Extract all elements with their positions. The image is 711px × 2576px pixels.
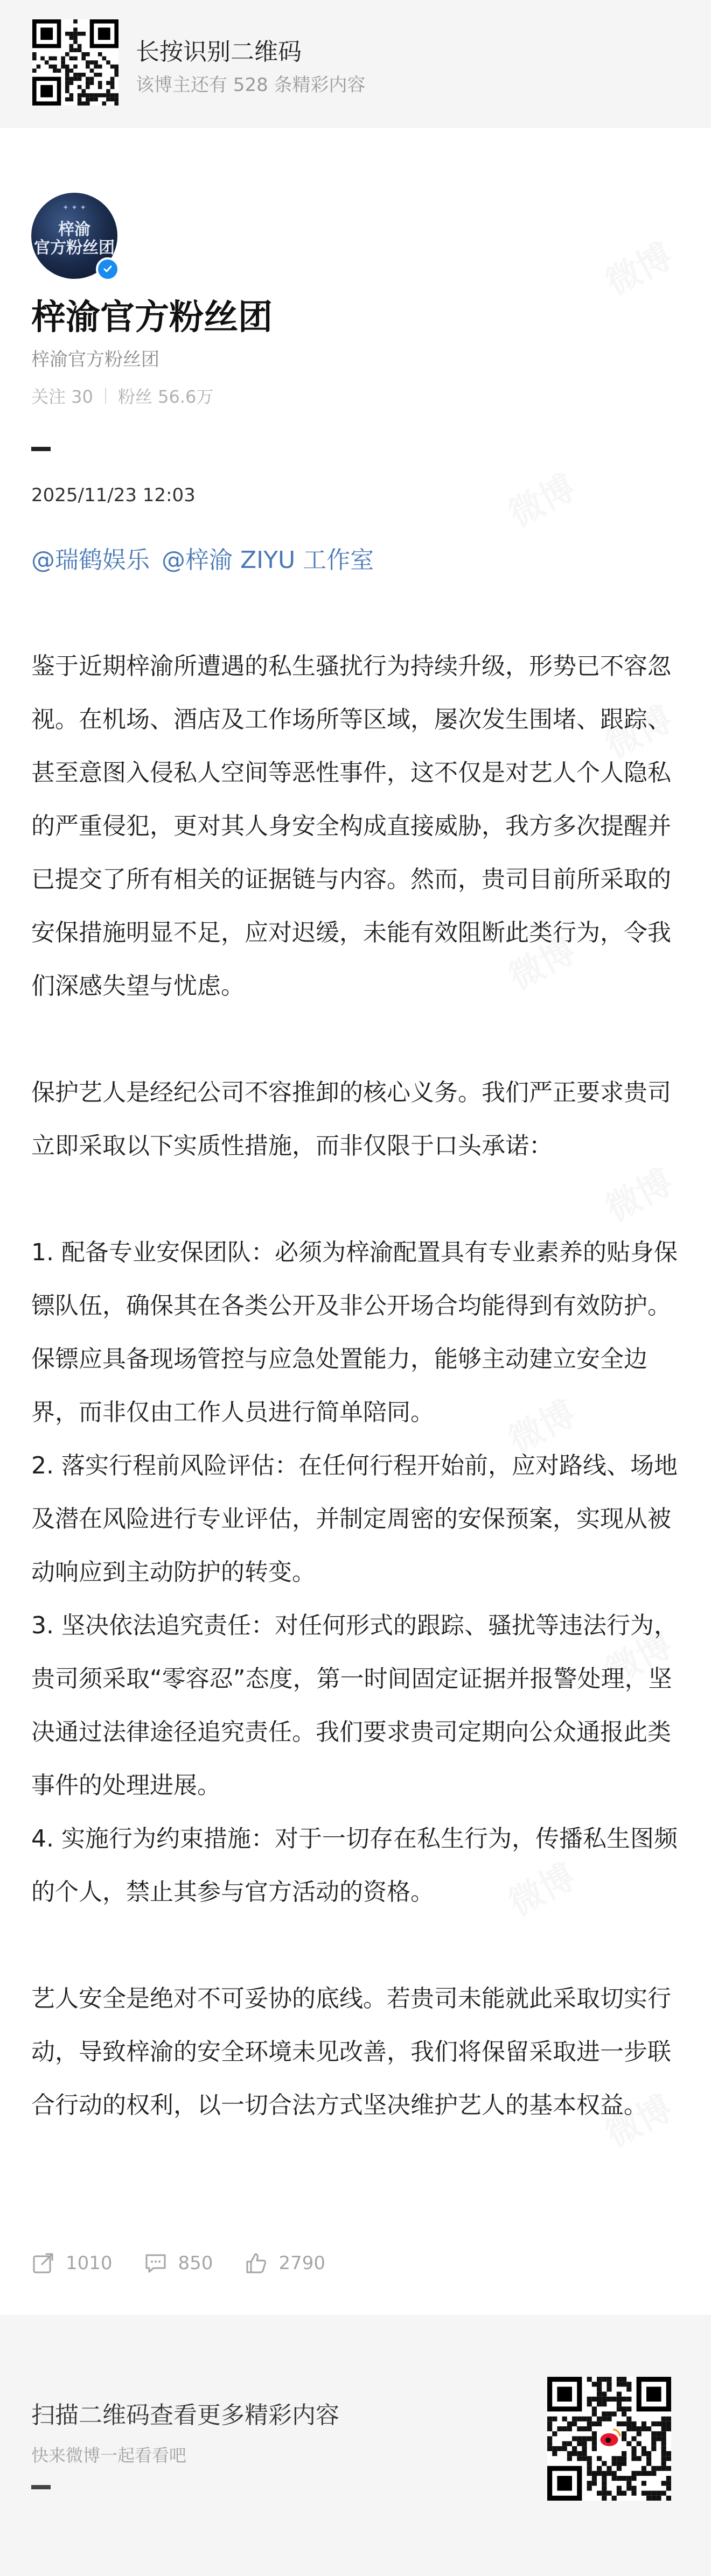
verified-badge-icon: [96, 257, 120, 281]
post-list-item: 3. 坚决依法追究责任：对任何形式的跟踪、骚扰等违法行为，贵司须采取“零容忍”态度，第一时间固定证据并报警处理，坚决通过法律途径追究责任。我们要求贵司定期向公众通报此类事件的处理进展。: [31, 1612, 678, 1799]
repost-icon: [31, 2251, 55, 2275]
qr-code-icon: [547, 2377, 671, 2501]
post-date: 2025/11/23 12:03: [31, 485, 196, 506]
account-stats: [31, 383, 213, 408]
banner-subtitle: 该博主还有 528 条精彩内容: [136, 74, 366, 96]
post-actions: [31, 2251, 357, 2275]
repost-button[interactable]: [31, 2251, 113, 2275]
mention-link[interactable]: @瑞鹤娱乐: [31, 546, 150, 574]
comment-button[interactable]: [144, 2251, 213, 2275]
watermark-text: [596, 229, 680, 305]
comment-icon: [144, 2251, 168, 2275]
like-button[interactable]: [244, 2251, 325, 2275]
following-count[interactable]: 关注 30: [31, 387, 93, 407]
thumbs-up-icon: [244, 2251, 268, 2275]
post-mentions: [31, 541, 386, 575]
comment-count: 850: [178, 2252, 213, 2274]
post-paragraph: 保护艺人是经纪公司不容推卸的核心义务。我们严正要求贵司立即采取以下实质性措施，而非仅限于口头承诺：: [31, 1079, 671, 1160]
followers-count[interactable]: 粉丝 56.6万: [117, 387, 214, 407]
mention-link[interactable]: @梓渝 ZIYU 工作室: [162, 546, 374, 574]
qr-code-icon: [32, 19, 119, 106]
post-paragraph: 鉴于近期梓渝所遭遇的私生骚扰行为持续升级，形势已不容忽视。在机场、酒店及工作场所等区域，屡次发生围堵、跟踪、甚至意图入侵私人空间等恶性事件，这不仅是对艺人个人隐私的严重侵犯，更对其人身安全构成直接威胁，我方多次提醒并已提交了所有相关的证据链与内容。然而，贵司目前所采取的安保措施明显不足，应对迟缓，未能有效阻断此类行为，令我们深感失望与忧虑。: [31, 652, 671, 1000]
divider-mark: [31, 447, 51, 451]
post-paragraph: 艺人安全是绝对不可妥协的底线。若贵司未能就此采取切实行动，导致梓渝的安全环境未见改善，我们将保留采取进一步联合行动的权利，以一切合法方式坚决维护艺人的基本权益。: [31, 1985, 671, 2119]
post-list-item: 4. 实施行为约束措施：对于一切存在私生行为，传播私生图频的个人，禁止其参与官方活动的资格。: [31, 1825, 678, 1906]
avatar-ring-decoration: ✦ ✦ ✦: [62, 203, 87, 212]
post-list-item: 1. 配备专业安保团队：必须为梓渝配置具有专业素养的贴身保镖队伍，确保其在各类公开及非公开场合均能得到有效防护。保镖应具备现场管控与应急处置能力，能够主动建立安全边界，而非仅由工作人员进行简单陪同。: [31, 1239, 678, 1426]
bottom-qr-banner: [0, 2315, 711, 2576]
stats-divider: [105, 388, 106, 404]
account-description: 梓渝官方粉丝团: [31, 349, 159, 370]
repost-count: 1010: [66, 2252, 113, 2274]
post-list-item: 2. 落实行程前风险评估：在任何行程开始前，应对路线、场地及潜在风险进行专业评估，并制定周密的安保预案，实现从被动响应到主动防护的转变。: [31, 1452, 678, 1586]
post-content: [31, 640, 683, 2132]
divider-mark: [31, 2485, 51, 2489]
footer-subtitle: 快来微博一起看看吧: [31, 2445, 187, 2466]
banner-title: 长按识别二维码: [136, 38, 302, 66]
top-qr-banner: [0, 0, 711, 128]
avatar-logo-text: 梓渝 官方粉丝团: [34, 220, 115, 257]
watermark-text: [499, 460, 583, 536]
like-count: 2790: [278, 2252, 325, 2274]
footer-title: 扫描二维码查看更多精彩内容: [31, 2402, 339, 2429]
account-name[interactable]: 梓渝官方粉丝团: [31, 298, 273, 338]
